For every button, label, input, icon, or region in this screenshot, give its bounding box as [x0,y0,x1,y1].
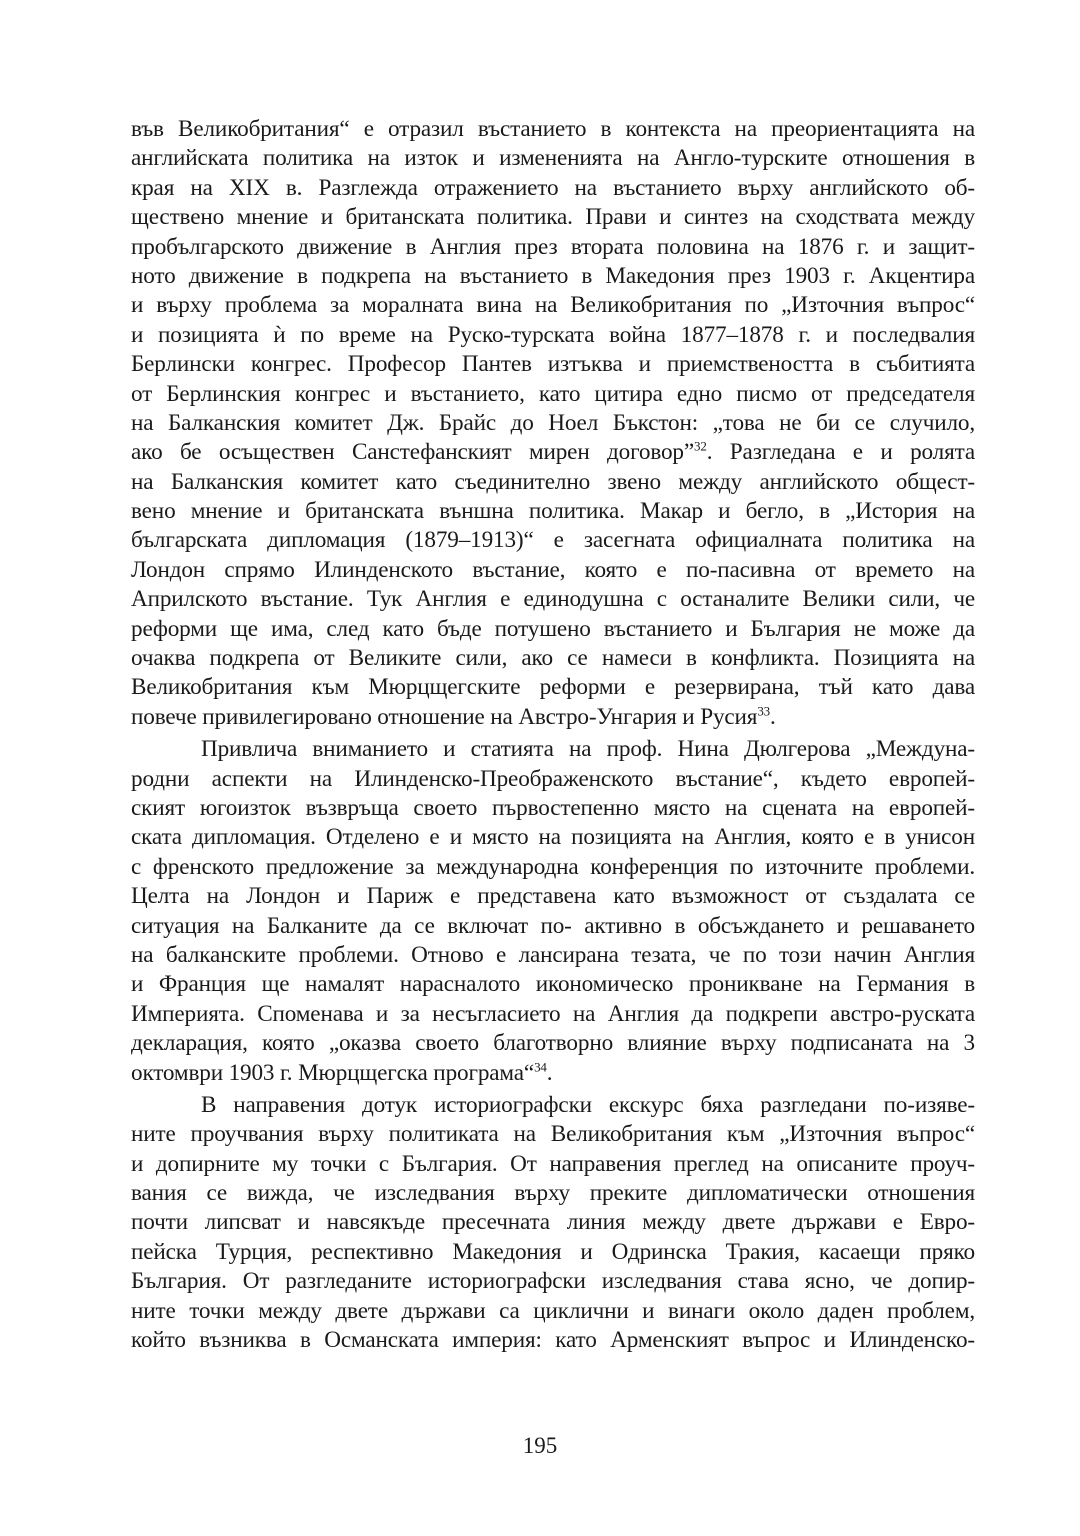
text-line: очаква подкрепа от Великите сили, ако се намеси в конфликта. Позицията на [131,645,975,672]
text-line: реформи ще има, след като бъде потушено въстанието и България не може да [131,615,975,642]
text-line: и допирните му точки с България. От направения преглед на описаните проуч- [131,1150,975,1177]
text-line: ществено мнение и британската политика. Прави и синтез на сходствата между [131,204,975,231]
text-line-with-footnote [131,1059,975,1088]
text-line-with-footnote [131,438,975,467]
paragraph-1 [131,115,975,732]
text-line: пейска Турция, респективно Македония и Одринска Тракия, касаещи пряко [131,1238,975,1265]
text-line: с френското предложение за международна конференция по източните проблеми. [131,853,975,880]
text-segment: . [546,1059,553,1086]
text-line: на балканските проблеми. Отново е лансирана тезата, че по този начин Англия [131,941,975,968]
footnote-ref-33[interactable]: 33 [757,703,771,719]
text-line: вания се вижда, че изследвания върху преките дипломатически отношения [131,1180,975,1207]
page-body [131,115,975,1355]
text-line: България. От разгледаните историографски изследвания става ясно, че допир- [131,1268,975,1295]
page-number: 195 [522,1433,558,1458]
paragraph-3 [131,1091,975,1356]
text-line: почти липсват и навсякъде пресечната линия между двете държави е Евро- [131,1209,975,1236]
text-line: Империята. Споменава и за несъгласието на Англия да подкрепи австро-руската [131,1000,975,1027]
text-line: ската дипломация. Отделено е и място на позицията на Англия, която е в унисон [131,824,975,851]
text-segment: повече привилегировано отношение на Австро-Унгария и Русия [131,703,758,730]
text-segment: . Разгледана е и ролята [706,439,975,466]
text-line: Берлински конгрес. Професор Пантев изтъква и приемствеността в събитията [131,351,975,378]
text-line: В направения дотук историографски екскурс бяха разгледани по-изяве- [201,1091,975,1118]
text-segment: . [770,703,776,730]
text-line: ският югоизток възвръща своето първостепенно място на сцената на европей- [131,794,975,821]
paragraph-2 [131,735,975,1088]
text-line: английската политика на изток и измененията на Англо-турските отношения в [131,145,975,172]
text-line: от Берлинския конгрес и въстанието, като цитира едно писмо от председателя [131,380,975,407]
text-line: българската дипломация (1879–1913)“ е засегната официалната политика на [131,527,975,554]
text-line: края на XIX в. Разглежда отражението на въстанието върху английското об- [131,174,975,201]
text-line: на Балканския комитет като съединително звено между английското общест- [131,468,975,495]
footnote-ref-34[interactable]: 34 [534,1058,547,1074]
footnote-ref-32[interactable]: 32 [694,438,707,454]
text-line: и позицията ѝ по време на Руско-турската война 1877–1878 г. и последвалия [131,321,975,348]
text-line: на Балканския комитет Дж. Брайс до Ноел Бъкстон: „това не би се случило, [131,409,975,436]
text-line: ните точки между двете държави са циклични и винаги около даден проблем, [131,1297,975,1324]
text-line: Великобритания към Мюрцщегските реформи е резервирана, тъй като дава [131,674,975,701]
text-line: който възниква в Османската империя: като Арменският въпрос и Илинденско- [131,1327,975,1354]
text-line: Целта на Лондон и Париж е представена като възможност от създалата се [131,883,975,910]
text-line-with-footnote [131,703,975,732]
text-segment: октомври 1903 г. Мюрцщегска програма“ [131,1059,535,1086]
text-line: и Франция ще намалят нарасналото икономическо проникване на Германия в [131,971,975,998]
text-line: декларация, която „оказва своето благотворно влияние върху подписаната на 3 [131,1030,975,1057]
text-line: Привлича вниманието и статията на проф. Нина Дюлгерова „Междуна- [201,736,975,763]
text-line: вено мнение и британската външна политика. Макар и бегло, в „История на [131,498,975,525]
text-line: ситуация на Балканите да се включат по- активно в обсъждането и решаването [131,912,975,939]
text-line: и върху проблема за моралната вина на Великобритания по „Източния въпрос“ [131,292,975,319]
text-line: във Великобритания“ е отразил въстанието в контекста на преориентацията на [131,116,975,142]
text-line: ното движение в подкрепа на въстанието в Македония през 1903 г. Акцентира [131,262,975,289]
text-line: родни аспекти на Илинденско-Преображенското въстание“, където европей- [131,765,975,792]
text-line: пробългарското движение в Англия през втората половина на 1876 г. и защит- [131,233,975,260]
text-segment: ако бе осъществен Санстефанският мирен договор” [131,439,695,466]
text-line: Лондон спрямо Илинденското въстание, която е по-пасивна от времето на [131,556,975,583]
text-line: ните проучвания върху политиката на Великобритания към „Източния въпрос“ [131,1121,975,1148]
text-line: Априлското въстание. Тук Англия е единодушна с останалите Велики сили, че [131,586,975,613]
